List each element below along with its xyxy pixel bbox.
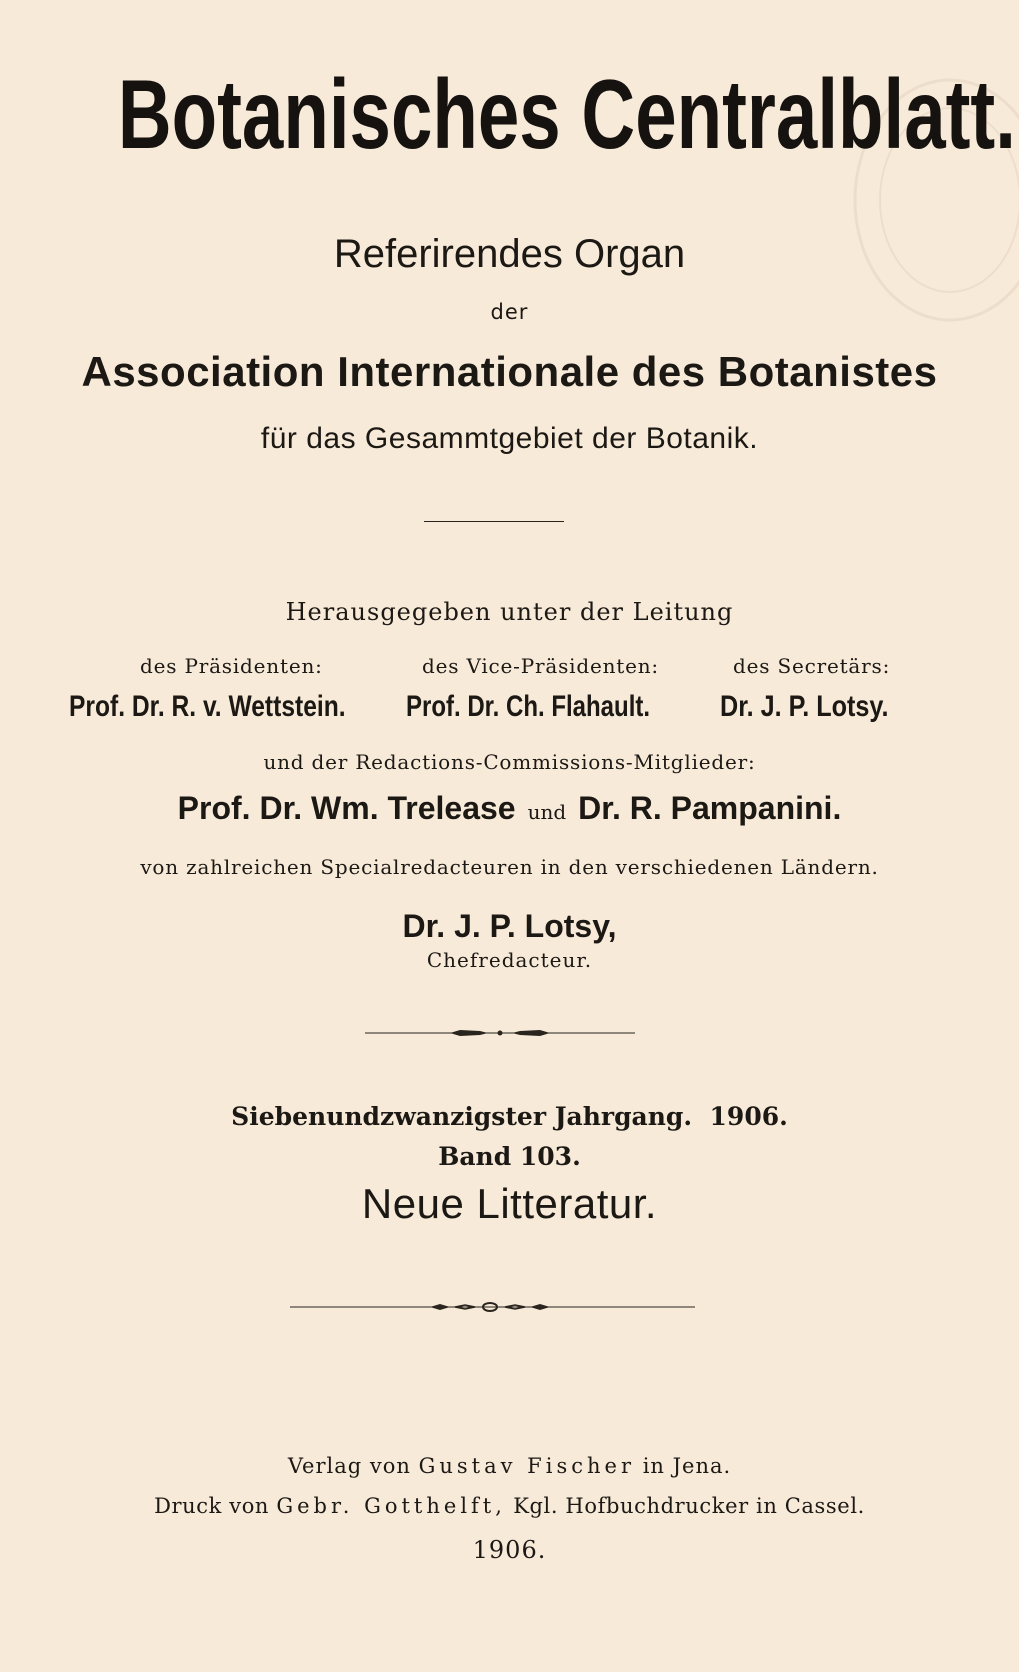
ornament-rule-1 bbox=[365, 1027, 635, 1039]
scope-line: für das Gesammtgebiet der Botanik. bbox=[260, 422, 759, 455]
ornament-rule-2 bbox=[290, 1300, 695, 1314]
connector-der: der bbox=[490, 300, 529, 324]
subtitle: Referirendes Organ bbox=[333, 232, 686, 276]
imprint-year: 1906. bbox=[472, 1536, 547, 1564]
commission-member-trelease: Prof. Dr. Wm. Trelease bbox=[177, 790, 516, 826]
volume-line bbox=[0, 1102, 1019, 1131]
divider-rule bbox=[424, 521, 564, 522]
volume-year: 1906. bbox=[709, 1102, 788, 1131]
publisher-suffix: in Jena. bbox=[642, 1454, 732, 1478]
publisher-prefix: Verlag von bbox=[287, 1454, 411, 1478]
jahrgang: Siebenundzwanzigster Jahrgang. bbox=[231, 1102, 693, 1131]
commission-member-pampanini: Dr. R. Pampanini. bbox=[578, 790, 842, 826]
role-vice-president: des Vice-Präsidenten: bbox=[422, 654, 659, 678]
role-president: des Präsidenten: bbox=[140, 654, 323, 678]
commission-intro: und der Redactions-Commissions-Mitglieder: bbox=[263, 750, 756, 774]
band-number: Band 103. bbox=[438, 1142, 581, 1171]
name-secretary: Dr. J. P. Lotsy. bbox=[720, 690, 889, 723]
chief-editor-title: Chefredacteur. bbox=[426, 948, 593, 972]
printer-suffix: Kgl. Hofbuchdrucker in Cassel. bbox=[513, 1494, 865, 1518]
special-editors-line: von zahlreichen Specialredacteuren in den verschiedenen Ländern. bbox=[140, 855, 879, 879]
commission-members bbox=[0, 790, 1019, 827]
masthead-title: Botanisches Centralblatt. bbox=[117, 59, 1016, 169]
name-president: Prof. Dr. R. v. Wettstein. bbox=[69, 690, 346, 723]
chief-editor-name: Dr. J. P. Lotsy, bbox=[402, 908, 617, 944]
printer-line bbox=[0, 1494, 1019, 1518]
name-vice-president: Prof. Dr. Ch. Flahault. bbox=[406, 690, 651, 723]
publisher-name: Gustav Fischer bbox=[418, 1454, 635, 1478]
role-secretary: des Secretärs: bbox=[733, 654, 891, 678]
editorial-intro: Herausgegeben unter der Leitung bbox=[285, 598, 734, 626]
association-name: Association Internationale des Botanistes bbox=[81, 348, 938, 395]
printer-name: Gebr. Gotthelft, bbox=[276, 1494, 506, 1518]
printer-prefix: Druck von bbox=[154, 1494, 270, 1518]
commission-und: und bbox=[527, 800, 567, 824]
publisher-line bbox=[0, 1454, 1019, 1478]
section-title: Neue Litteratur. bbox=[361, 1180, 658, 1227]
